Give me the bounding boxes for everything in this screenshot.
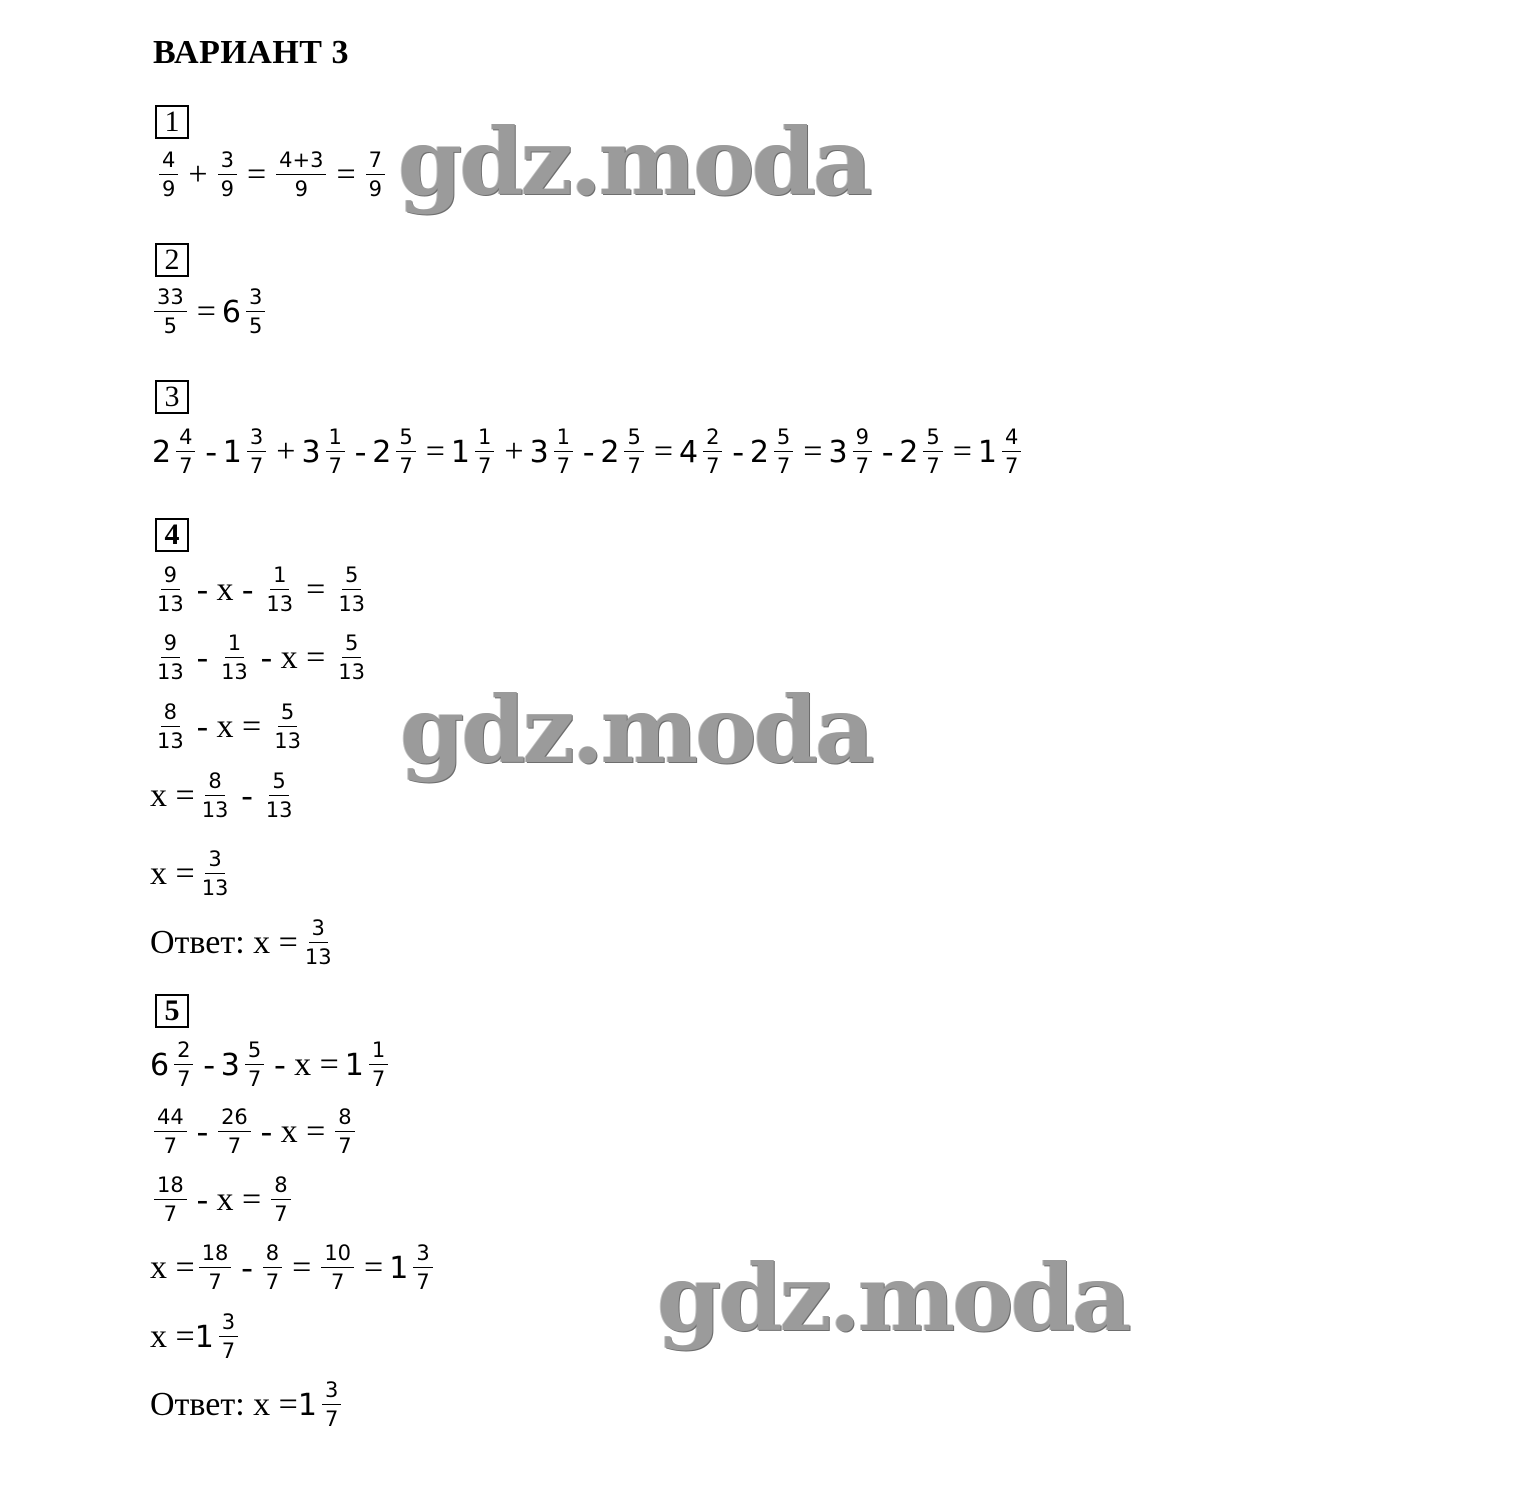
mixed-number: 2 $\frac{5}{7}$ <box>372 427 419 477</box>
task-number-1: 1 <box>155 105 189 139</box>
operator: - <box>354 433 367 470</box>
mixed-number: 2 $\frac{4}{7}$ <box>152 427 199 477</box>
mixed-number: 2 $\frac{5}{7}$ <box>750 427 797 477</box>
task5-line-2: $\frac{44}{7}$ - $\frac{26}{7}$ - x = $\frac{8}{7}$ <box>150 1107 359 1157</box>
operator: - <box>881 433 894 470</box>
operator: + <box>504 433 524 470</box>
operator: = <box>425 433 445 470</box>
fraction: $\frac{4+3}{9}$ <box>276 150 326 200</box>
mixed-number: 2 $\frac{5}{7}$ <box>600 427 647 477</box>
mixed-number: 4 $\frac{2}{7}$ <box>679 427 726 477</box>
operator: = <box>653 433 674 470</box>
mixed-number: 3 $\frac{1}{7}$ <box>301 427 348 477</box>
task5-line-4: x = $\frac{18}{7}$ - $\frac{8}{7}$ = $\frac{10}{7}$ = 1 $\frac{3}{7}$ <box>150 1243 437 1293</box>
operator: - <box>205 433 217 470</box>
task4-line-1: $\frac{9}{13}$ - x - $\frac{1}{13}$ = $\frac{5}{13}$ <box>157 563 366 616</box>
task4-line-4: x = $\frac{8}{13}$ - $\frac{5}{13}$ <box>150 769 293 822</box>
watermark: gdz.moda <box>398 108 870 216</box>
task1-expression: $\frac{4}{9}$ + $\frac{3}{9}$ = $\frac{4+3}{9}$ = $\frac{7}{9}$ <box>155 150 389 200</box>
task-number-2: 2 <box>155 243 189 277</box>
mixed-number: 1 $\frac{4}{7}$ <box>978 427 1025 477</box>
task-number-5: 5 <box>155 994 189 1028</box>
mixed-number: 3 $\frac{1}{7}$ <box>530 427 577 477</box>
task5-answer: Ответ: x = 1 $\frac{3}{7}$ <box>150 1380 345 1430</box>
page-title: ВАРИАНТ 3 <box>153 34 349 71</box>
task4-line-3: $\frac{8}{13}$ - x = $\frac{5}{13}$ <box>157 700 301 753</box>
operator: - <box>583 433 595 470</box>
operator: = <box>803 433 823 470</box>
mixed-number: 1 $\frac{3}{7}$ <box>223 427 270 477</box>
task4-line-5: x = $\frac{3}{13}$ <box>150 847 229 900</box>
fraction: $\frac{33}{5}$ <box>154 287 187 337</box>
task5-line-5: x = 1 $\frac{3}{7}$ <box>150 1312 242 1362</box>
operator: - <box>732 433 744 470</box>
task-number-3: 3 <box>155 380 189 414</box>
mixed-number: 3 $\frac{9}{7}$ <box>828 427 875 477</box>
fraction: $\frac{3}{9}$ <box>218 150 237 200</box>
task5-line-3: $\frac{18}{7}$ - x = $\frac{8}{7}$ <box>150 1175 295 1225</box>
operator: = <box>952 433 972 470</box>
task-number-4: 4 <box>155 518 189 552</box>
mixed-number: 1 $\frac{1}{7}$ <box>451 427 498 477</box>
fraction: $\frac{4}{9}$ <box>159 150 178 200</box>
task3-expression <box>152 427 1025 477</box>
mixed-number: 6 $\frac{3}{5}$ <box>222 287 269 337</box>
watermark: gdz.moda <box>400 676 872 784</box>
task4-line-2: $\frac{9}{13}$ - $\frac{1}{13}$ - x = $\frac{5}{13}$ <box>157 631 366 684</box>
task5-line-1: 6 $\frac{2}{7}$ - 3 $\frac{5}{7}$ - x = 1 $\frac{1}{7}$ <box>150 1040 392 1090</box>
task2-expression: $\frac{33}{5}$ = 6 $\frac{3}{5}$ <box>150 287 269 337</box>
fraction: $\frac{7}{9}$ <box>366 150 385 200</box>
operator: + <box>276 433 296 470</box>
task4-answer: Ответ: x = $\frac{3}{13}$ <box>150 916 332 969</box>
mixed-number: 2 $\frac{5}{7}$ <box>899 427 946 477</box>
watermark: gdz.moda <box>657 1244 1129 1352</box>
